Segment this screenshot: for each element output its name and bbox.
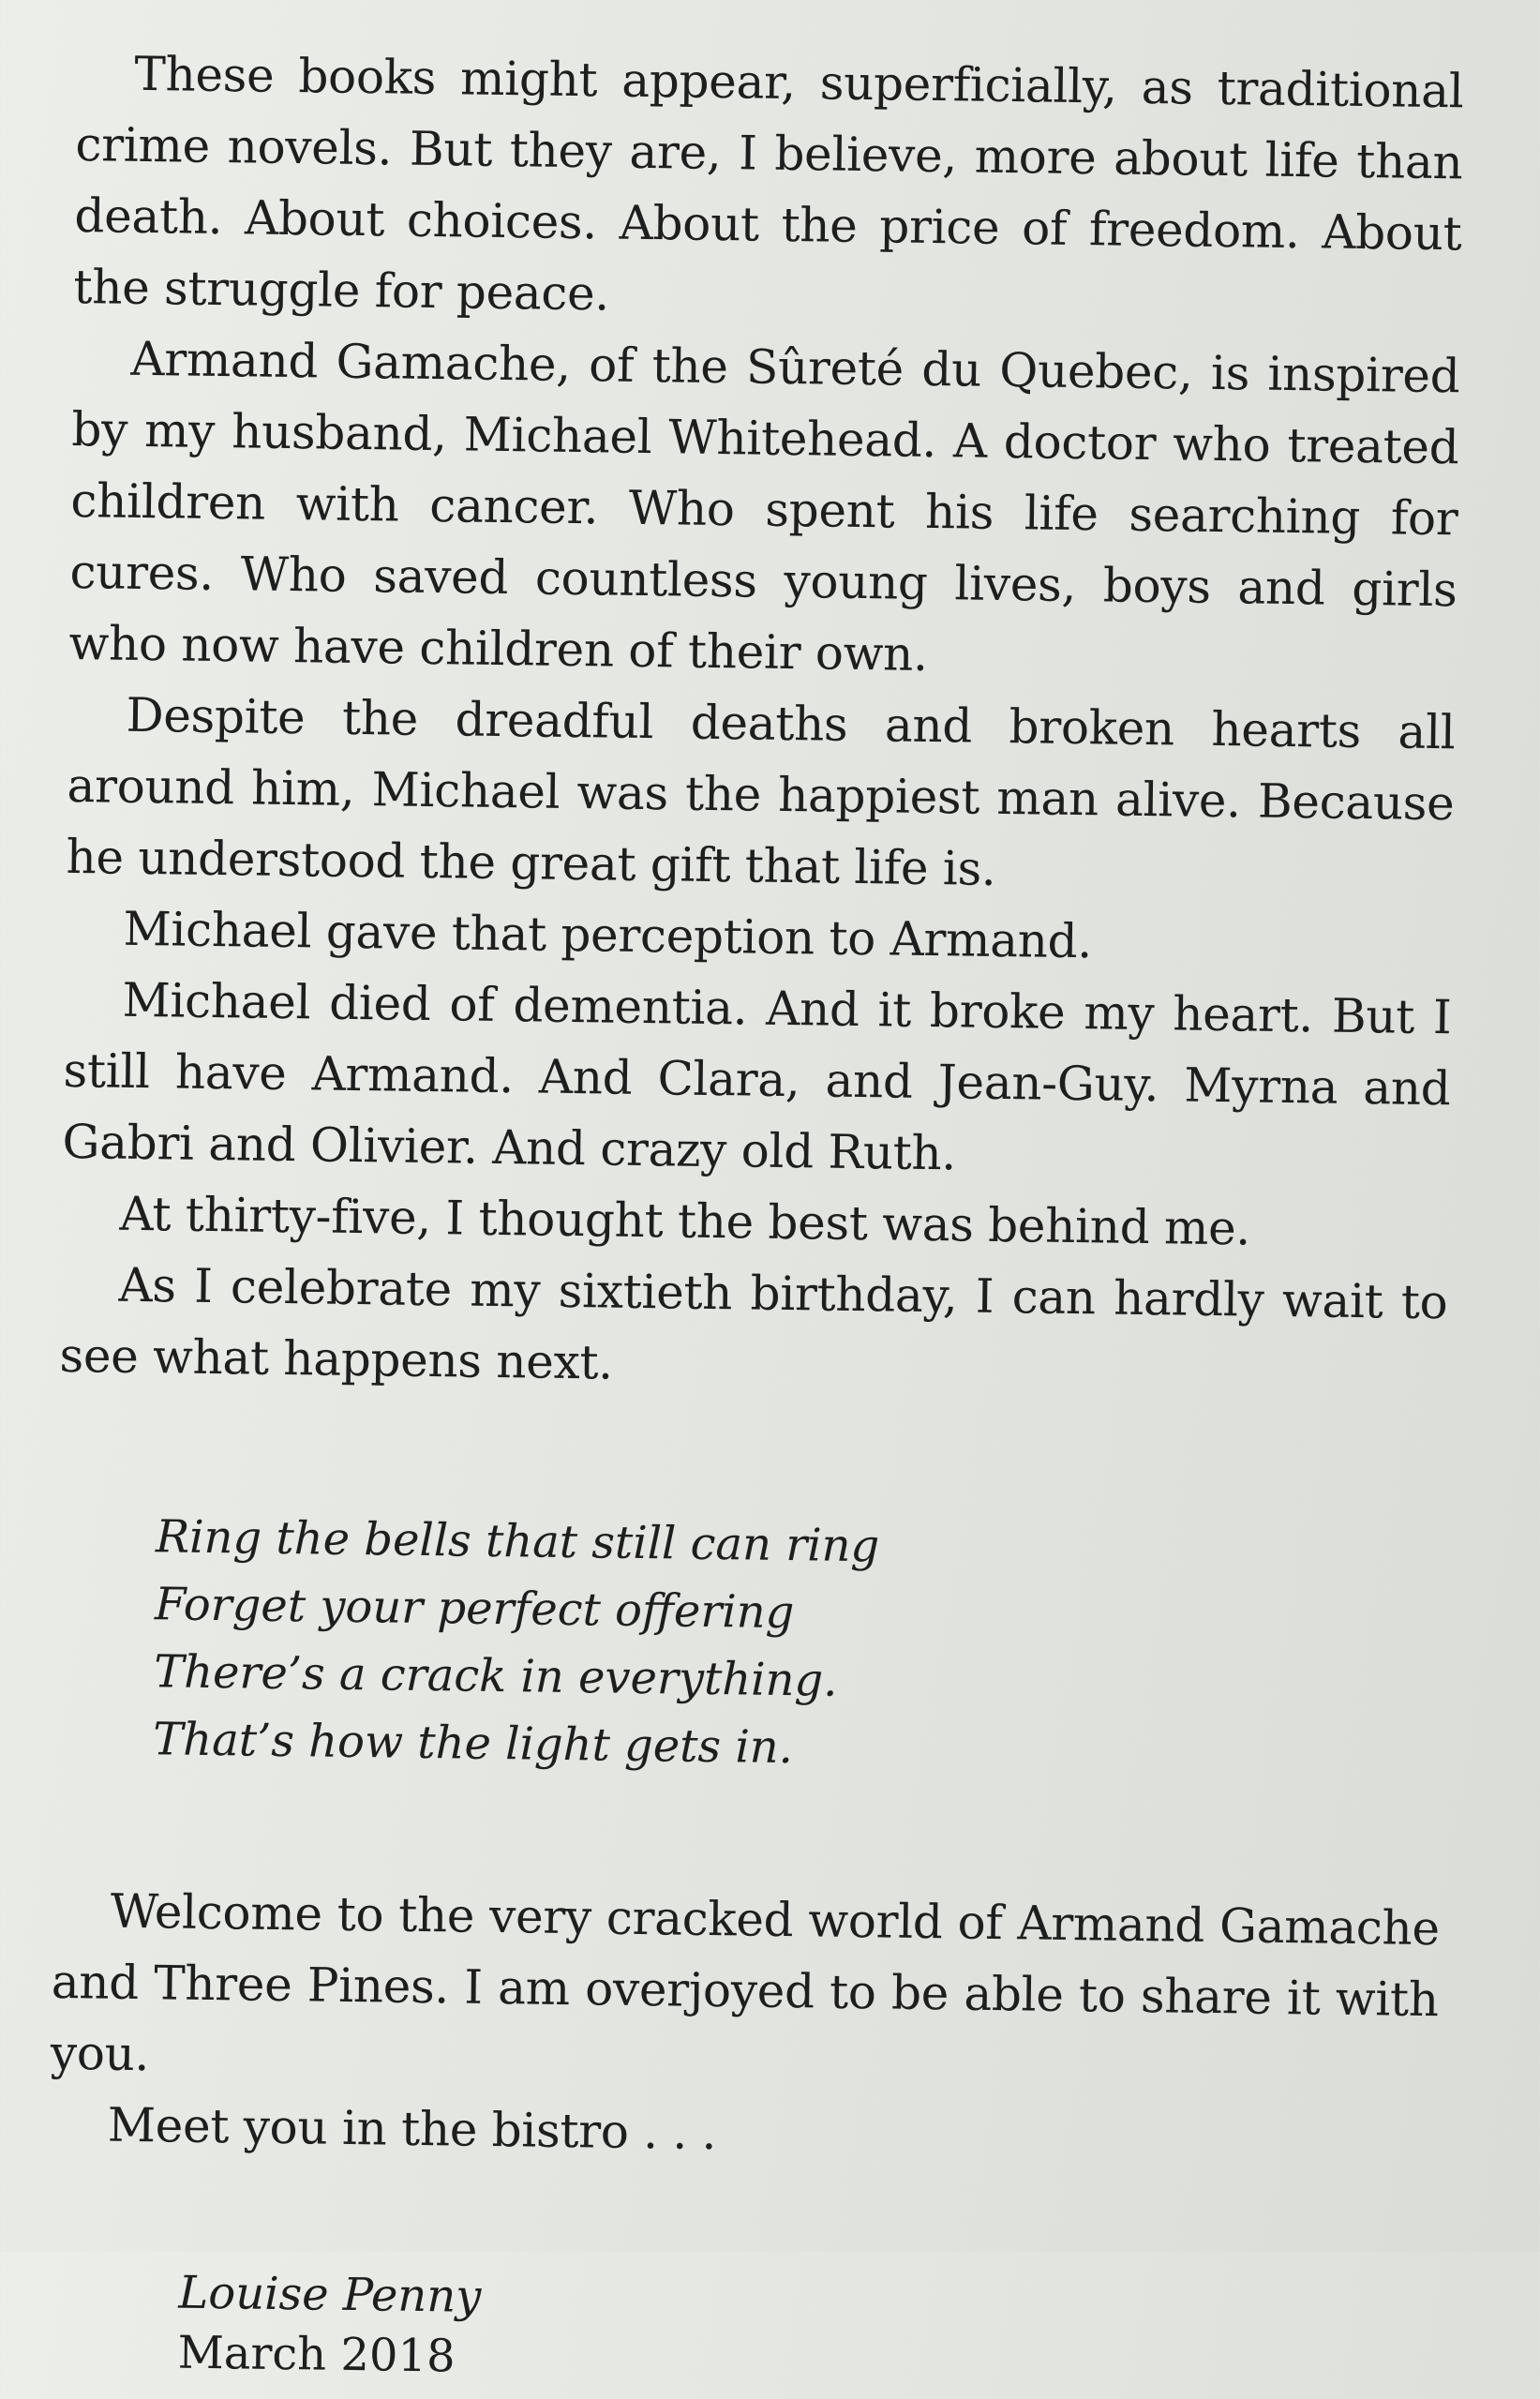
signature-block	[177, 2263, 1435, 2399]
paragraph: Welcome to the very cracked world of Armand Gamache and Three Pines. I am overjoyed to be able to share it with you.	[50, 1883, 1441, 2082]
poem-line: That’s how the light gets in.	[152, 1713, 794, 1775]
poem-line: Ring the bells that still can ring	[155, 1510, 880, 1573]
poem-epigraph	[153, 1503, 1445, 1790]
paragraph: Armand Gamache, of the Sûreté du Quebec, is inspired by my husband, Michael Whitehead. A doctor who treated children with cancer. Who spent his life searching for cures. Who saved countless young lives, boys and girls who now have children of their own.	[68, 331, 1460, 682]
paragraph: At thirty-five, I thought the best was behind me.	[119, 1186, 1251, 1256]
paragraph: Michael died of dementia. And it broke my heart. But I still have Armand. And Clara, and Jean-Guy. Myrna and Gabri and Olivier. And crazy old Ruth.	[62, 972, 1452, 1181]
paragraph: Michael gave that perception to Armand.	[123, 901, 1093, 969]
book-page	[48, 37, 1464, 2383]
poem-line: There’s a crack in everything.	[153, 1645, 838, 1707]
paragraph: Meet you in the bistro . . .	[107, 2097, 717, 2161]
poem-line: Forget your perfect offering	[154, 1578, 795, 1640]
paragraph: These books might appear, superficially, as traditional crime novels. But they are, I believe, more about life than death. About choices. About the price of freedom. About the struggle for peace.	[73, 46, 1464, 322]
closing-text	[49, 1875, 1440, 2178]
author-name: Louise Penny	[178, 2266, 482, 2323]
main-text	[59, 37, 1464, 1409]
paragraph: As I celebrate my sixtieth birthday, I can hardly wait to see what happens next.	[59, 1257, 1448, 1390]
paragraph: Despite the dreadful deaths and broken hearts all around him, Michael was the happiest man alive. Because he understood the great gift that life is.	[66, 687, 1456, 896]
signature-date: March 2018	[177, 2326, 456, 2383]
